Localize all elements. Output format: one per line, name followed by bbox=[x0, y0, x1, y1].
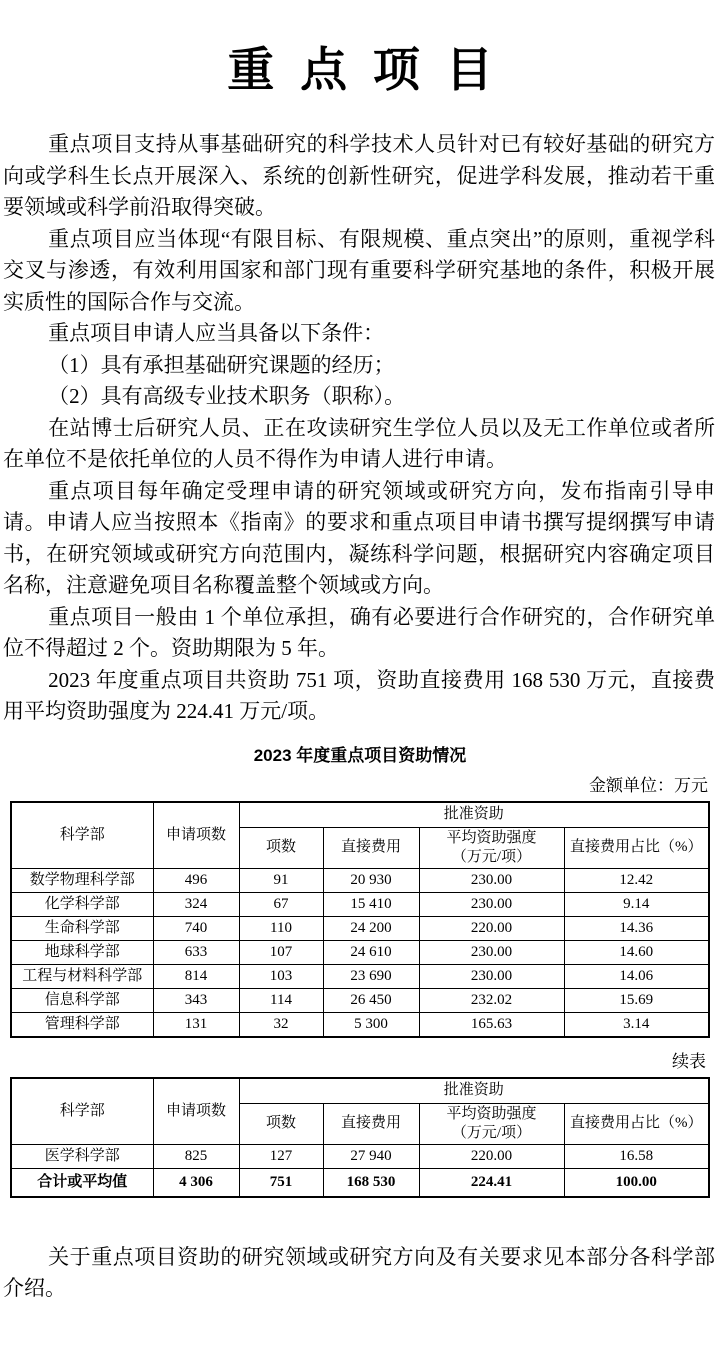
table-row-earth-sciences bbox=[11, 940, 709, 964]
table-cell: 医学科学部 bbox=[11, 1144, 153, 1168]
table-cell: 103 bbox=[239, 964, 323, 988]
continued-label: 续表 bbox=[672, 1051, 706, 1071]
table-cell: 343 bbox=[153, 988, 239, 1012]
table-cell: 230.00 bbox=[419, 892, 564, 916]
table-cell: 230.00 bbox=[419, 868, 564, 892]
avg-intensity-line2: （万元/项） bbox=[451, 1124, 532, 1141]
avg-intensity-line1: 平均资助强度 bbox=[446, 829, 537, 846]
avg-intensity-line1: 平均资助强度 bbox=[446, 1105, 537, 1122]
col-header-direct-cost: 直接费用 bbox=[323, 827, 419, 868]
col-header-applied-count: 申请项数 bbox=[153, 802, 239, 869]
avg-intensity-line2: （万元/项） bbox=[451, 848, 532, 865]
table-cell: 220.00 bbox=[419, 1144, 564, 1168]
table-cell: 91 bbox=[239, 868, 323, 892]
table-cell: 27 940 bbox=[323, 1144, 419, 1168]
table-cell: 12.42 bbox=[564, 868, 709, 892]
unit-note: 金额单位：万元 bbox=[589, 775, 708, 795]
funding-table-part1 bbox=[10, 801, 710, 1038]
table-cell: 224.41 bbox=[419, 1168, 564, 1197]
table-row-information-sciences bbox=[11, 988, 709, 1012]
table-cell: 15.69 bbox=[564, 988, 709, 1012]
table-cell: 165.63 bbox=[419, 1012, 564, 1037]
col-header-direct-cost-share: 直接费用占比（%） bbox=[564, 827, 709, 868]
table-cell: 9.14 bbox=[564, 892, 709, 916]
table-caption: 2023 年度重点项目资助情况 bbox=[253, 745, 467, 765]
table-cell: 168 530 bbox=[323, 1168, 419, 1197]
table-cell: 数学物理科学部 bbox=[11, 868, 153, 892]
paragraph-ineligible: 在站博士后研究人员、正在攻读研究生学位人员以及无工作单位或者所在单位不是依托单位的人员不得作为申请人进行申请。 bbox=[3, 415, 715, 471]
paragraph-principles: 重点项目应当体现“有限目标、有限规模、重点突出”的原则，重视学科交叉与渗透，有效利用国家和部门现有重要科学研究基地的条件，积极开展实质性的国际合作与交流。 bbox=[3, 226, 715, 314]
table-cell: 32 bbox=[239, 1012, 323, 1037]
table-cell: 67 bbox=[239, 892, 323, 916]
table-cell: 5 300 bbox=[323, 1012, 419, 1037]
table-cell: 127 bbox=[239, 1144, 323, 1168]
table-cell: 4 306 bbox=[153, 1168, 239, 1197]
col-header-approved-count: 项数 bbox=[239, 827, 323, 868]
table-cell: 751 bbox=[239, 1168, 323, 1197]
table-cell: 24 610 bbox=[323, 940, 419, 964]
table-cell: 230.00 bbox=[419, 964, 564, 988]
condition-item-2: （2）具有高级专业技术职务（职称）。 bbox=[48, 384, 406, 408]
table-cell: 740 bbox=[153, 916, 239, 940]
closing-paragraph: 关于重点项目资助的研究领域或研究方向及有关要求见本部分各科学部介绍。 bbox=[3, 1244, 715, 1300]
table-cell: 496 bbox=[153, 868, 239, 892]
table-row-management-sciences bbox=[11, 1012, 709, 1037]
table-cell: 633 bbox=[153, 940, 239, 964]
table-row-medical-sciences bbox=[11, 1144, 709, 1168]
table-cell: 23 690 bbox=[323, 964, 419, 988]
table-row-life-sciences bbox=[11, 916, 709, 940]
paragraph-application-guide: 重点项目每年确定受理申请的研究领域或研究方向，发布指南引导申请。申请人应当按照本《指南》的要求和重点项目申请书撰写提纲撰写申请书，在研究领域或研究方向范围内，凝练科学问题，根据研究内容确定项目名称，注意避免项目名称覆盖整个领域或方向。 bbox=[3, 478, 715, 597]
table-cell: 24 200 bbox=[323, 916, 419, 940]
table-cell: 20 930 bbox=[323, 868, 419, 892]
table-cell: 工程与材料科学部 bbox=[11, 964, 153, 988]
col-header-applied-count: 申请项数 bbox=[153, 1078, 239, 1145]
table-cell: 16.58 bbox=[564, 1144, 709, 1168]
table-cell: 814 bbox=[153, 964, 239, 988]
table-cell: 131 bbox=[153, 1012, 239, 1037]
table-cell: 110 bbox=[239, 916, 323, 940]
col-header-approved-count: 项数 bbox=[239, 1103, 323, 1144]
table-row-total bbox=[11, 1168, 709, 1197]
condition-item-1: （1）具有承担基础研究课题的经历； bbox=[48, 352, 395, 377]
table-cell: 324 bbox=[153, 892, 239, 916]
table-cell: 生命科学部 bbox=[11, 916, 153, 940]
table-cell: 14.06 bbox=[564, 964, 709, 988]
paragraph-conditions-lead: 重点项目申请人应当具备以下条件： bbox=[48, 321, 385, 345]
table-cell: 114 bbox=[239, 988, 323, 1012]
col-header-approved-group: 批准资助 bbox=[239, 802, 709, 828]
body-text bbox=[3, 129, 715, 728]
col-header-department: 科学部 bbox=[11, 802, 153, 869]
closing-section bbox=[3, 1242, 715, 1305]
table-cell: 14.60 bbox=[564, 940, 709, 964]
table-cell: 107 bbox=[239, 940, 323, 964]
table-cell: 26 450 bbox=[323, 988, 419, 1012]
table-row-math-physics bbox=[11, 868, 709, 892]
paragraph-cooperation-limit: 重点项目一般由 1 个单位承担，确有必要进行合作研究的，合作研究单位不得超过 2 个。资助期限为 5 年。 bbox=[3, 604, 715, 660]
table-row-engineering-materials bbox=[11, 964, 709, 988]
col-header-direct-cost-share: 直接费用占比（%） bbox=[564, 1103, 709, 1144]
table-cell: 14.36 bbox=[564, 916, 709, 940]
table-cell: 管理科学部 bbox=[11, 1012, 153, 1037]
table-cell: 地球科学部 bbox=[11, 940, 153, 964]
table-cell: 合计或平均值 bbox=[11, 1168, 153, 1197]
table-cell: 15 410 bbox=[323, 892, 419, 916]
col-header-direct-cost: 直接费用 bbox=[323, 1103, 419, 1144]
page-title: 重点项目 bbox=[227, 45, 519, 97]
table-cell: 220.00 bbox=[419, 916, 564, 940]
table-cell: 信息科学部 bbox=[11, 988, 153, 1012]
col-header-approved-group: 批准资助 bbox=[239, 1078, 709, 1104]
table-cell: 825 bbox=[153, 1144, 239, 1168]
paragraph-intro: 重点项目支持从事基础研究的科学技术人员针对已有较好基础的研究方向或学科生长点开展深入、系统的创新性研究，促进学科发展，推动若干重要领域或科学前沿取得突破。 bbox=[3, 132, 715, 219]
col-header-department: 科学部 bbox=[11, 1078, 153, 1145]
table-cell: 100.00 bbox=[564, 1168, 709, 1197]
col-header-avg-intensity bbox=[419, 1103, 564, 1144]
table-cell: 232.02 bbox=[419, 988, 564, 1012]
table-cell: 230.00 bbox=[419, 940, 564, 964]
funding-table-part2 bbox=[10, 1077, 710, 1198]
table-cell: 化学科学部 bbox=[11, 892, 153, 916]
paragraph-2023-stats: 2023 年度重点项目共资助 751 项，资助直接费用 168 530 万元，直接费用平均资助强度为 224.41 万元/项。 bbox=[3, 667, 715, 723]
table-row-chemistry bbox=[11, 892, 709, 916]
table-cell: 3.14 bbox=[564, 1012, 709, 1037]
col-header-avg-intensity bbox=[419, 827, 564, 868]
